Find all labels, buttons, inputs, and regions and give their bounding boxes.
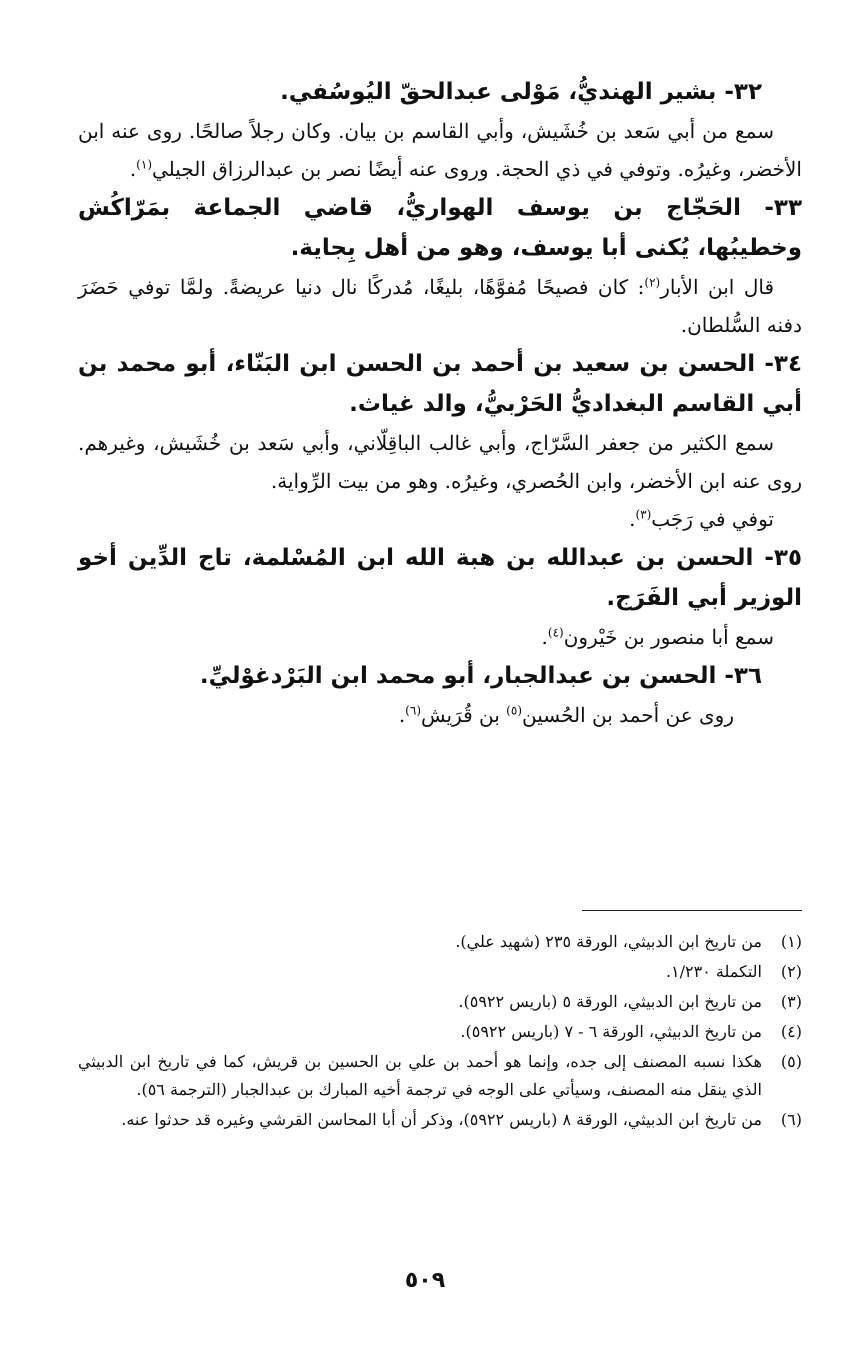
footnote-ref[interactable]: (٦) (405, 703, 421, 718)
footnote-ref[interactable]: (١) (136, 157, 152, 172)
paragraph-text: سمع الكثير من جعفر السَّرّاج، وأبي غالب الباقِلّاني، وأبي سَعد بن خُشَيش، وغيرهم. روى عنه ابن الأخضر، وابن الحُصري، وغيرُه. وهو من بيت الرِّواية. (78, 431, 802, 493)
footnote-ref[interactable]: (٣) (635, 507, 652, 522)
footnote-separator (582, 910, 802, 911)
footnote-text: من تاريخ ابن الدبيثي، الورقة ٨ (باريس ٥٩٢٢)، وذكر أن أبا المحاسن القرشي وغيره قد حدثوا عنه. (121, 1110, 762, 1129)
page-number: ٥٠٩ (404, 1268, 446, 1293)
entry-paragraph (78, 424, 802, 500)
footnote-item (78, 1048, 802, 1104)
entry-paragraph (78, 618, 802, 656)
paragraph-tail: . (629, 507, 636, 531)
paragraph-tail: . (398, 703, 406, 727)
footnote-number: (٤) (780, 1022, 802, 1041)
footnote-number: (٥) (780, 1052, 802, 1071)
footnote-item (78, 1106, 802, 1134)
entry-title: ٣٥- الحسن بن عبدالله بن هبة الله ابن المُسْلمة، تاج الدِّين أخو الوزير أبي الفَرَج. (78, 545, 802, 611)
entry-title: ٣٦- الحسن بن عبدالجبار، أبو محمد ابن البَرْدغوْليِّ. (199, 663, 762, 689)
paragraph-text: توفي في رَجَب (651, 507, 774, 531)
entry-36 (78, 656, 802, 734)
footnote-item (78, 928, 802, 956)
paragraph-text: روى عن أحمد بن الحُسين (522, 703, 734, 727)
entry-title: ٣٤- الحسن بن سعيد بن أحمد بن الحسن ابن البَنّاء، أبو محمد بن أبي القاسم البغداديُّ الحَرْبيُّ، والد غياث. (78, 351, 802, 417)
footnote-text: من تاريخ ابن الدبيثي، الورقة ٢٣٥ (شهيد علي). (455, 932, 762, 951)
paragraph-text: قال ابن الأبار (660, 275, 774, 299)
footnote-number: (١) (780, 932, 802, 951)
footnote-ref[interactable]: (٥) (506, 703, 522, 718)
footnote-text: من تاريخ ابن الدبيثي، الورقة ٥ (باريس ٥٩٢٢). (458, 992, 762, 1011)
footnote-number: (٣) (780, 992, 802, 1011)
footnote-ref[interactable]: (٢) (644, 275, 661, 290)
entry-paragraph (78, 696, 802, 734)
paragraph-text: سمع من أبي سَعد بن خُشَيش، وأبي القاسم بن بيان. وكان رجلاً صالحًا. روى عنه ابن الأخضر، وغيرُه. وتوفي في ذي الحجة. وروى عنه أيضًا نصر بن عبدالرزاق الجيلي (78, 119, 802, 181)
entry-32 (78, 72, 802, 188)
footnote-text: هكذا نسبه المصنف إلى جده، وإنما هو أحمد بن علي بن الحسين بن قريش، كما في تاريخ ابن الدبيثي الذي ينقل منه المصنف، وسيأتي على الوجه في ترجمة أخيه المبارك بن عبدالجبار (الترجمة ٥٦). (78, 1052, 762, 1099)
entry-35 (78, 538, 802, 656)
entry-34 (78, 344, 802, 538)
paragraph-tail: . (541, 625, 548, 649)
footnote-item (78, 958, 802, 986)
entry-title: ٣٢- بشير الهنديُّ، مَوْلى عبدالحقّ اليُوسُفي. (280, 79, 762, 105)
paragraph-tail: بن قُرَيش (421, 703, 507, 727)
paragraph-tail: . (129, 157, 137, 181)
footnotes (78, 928, 802, 1136)
footnote-number: (٢) (780, 962, 802, 981)
footnote-item (78, 988, 802, 1016)
footnote-number: (٦) (780, 1110, 802, 1129)
entry-paragraph (78, 112, 802, 188)
entry-33 (78, 188, 802, 344)
footnote-text: من تاريخ الدبيثي، الورقة ٦ - ٧ (باريس ٥٩٢٢). (460, 1022, 762, 1041)
entry-paragraph (78, 500, 802, 538)
entry-paragraph (78, 268, 802, 344)
entry-title: ٣٣- الحَجّاج بن يوسف الهواريُّ، قاضي الجماعة بمَرّاكُش وخطيبُها، يُكنى أبا يوسف، وهو من أهل بِجاية. (78, 195, 802, 261)
footnote-ref[interactable]: (٤) (547, 625, 564, 640)
footnote-item (78, 1018, 802, 1046)
paragraph-tail: : كان فصيحًا مُفوَّهًا، بليغًا، مُدركًا نال دنيا عريضةً. ولمَّا توفي حَضَرَ دفنه السُّلطان. (78, 275, 802, 337)
paragraph-text: سمع أبا منصور بن خَيْرون (563, 625, 774, 649)
footnote-text: التكملة ١/٢٣٠. (665, 962, 762, 981)
